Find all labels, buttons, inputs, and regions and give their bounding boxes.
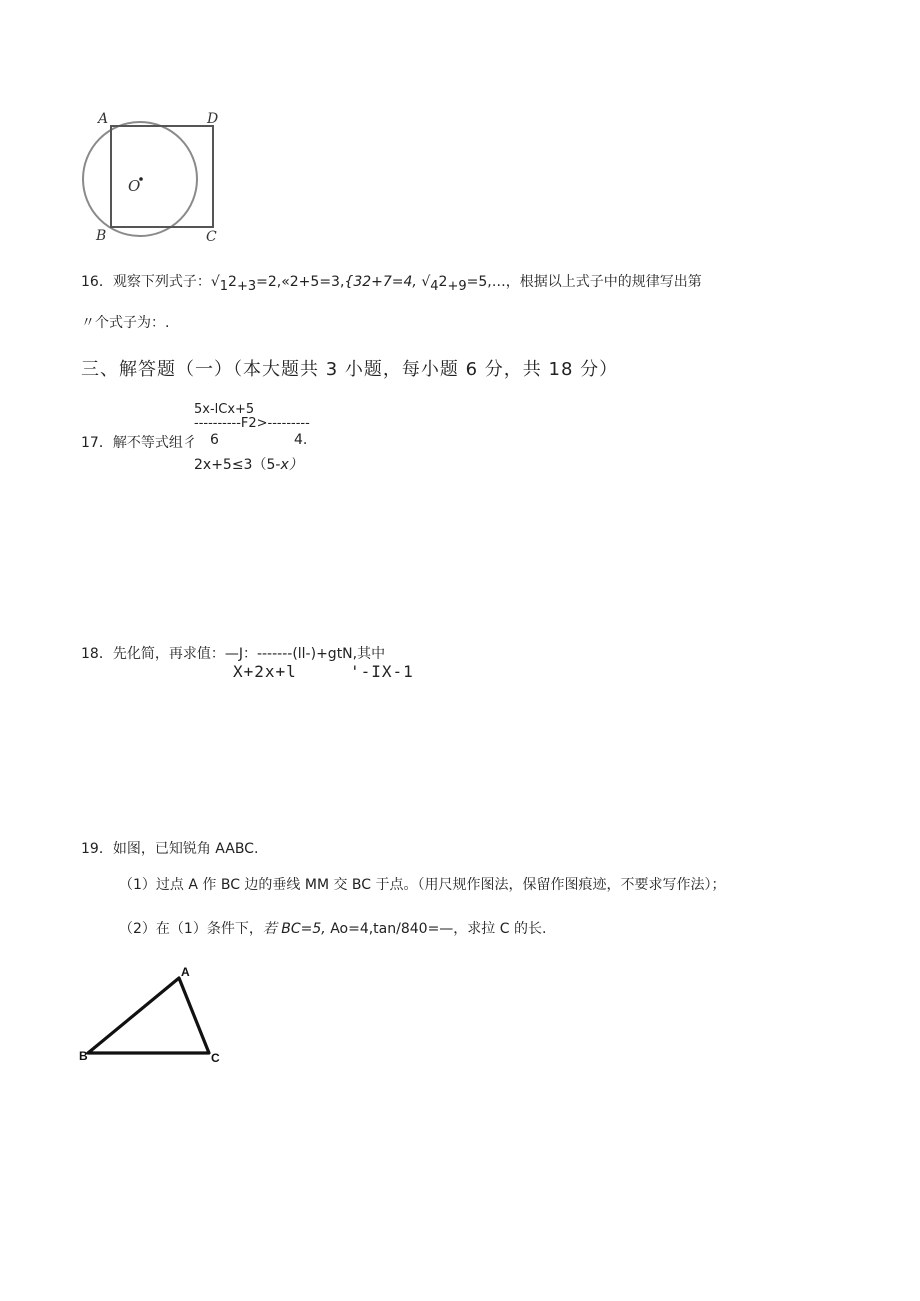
- label-c: C: [206, 229, 217, 245]
- q18-text: ．先化简，再求值：—J：-------(ll-)+gtN,其中: [98, 646, 386, 662]
- q18-number: 18: [81, 646, 99, 662]
- q18-line2: X+2x+l '-IX-1: [233, 662, 414, 681]
- q17-text: ．解不等式组彳: [98, 435, 197, 451]
- q17-denominator-4: 4.: [294, 432, 308, 448]
- q16-line2: 〃个式子为：.: [81, 315, 170, 331]
- label-d: D: [207, 111, 219, 127]
- q17-frac-top: 5x-lCx+5: [194, 402, 255, 417]
- q16-text-a: ．观察下列式子：√: [98, 274, 220, 290]
- q19-number: 19: [81, 841, 99, 857]
- triangle-abc: [88, 978, 209, 1053]
- label-tri-a: A: [181, 965, 190, 979]
- q17-number: 17: [81, 435, 99, 451]
- q17-line: [81, 432, 197, 452]
- q16-line1: 16．观察下列式子：$√_12_{+3}=2,«2+5=3,\{32+7=4$, $√_42_{+9}=5,\dots$，根据以上式子中的规律写出第: [81, 274, 702, 294]
- q17-second-inequality: 2x+5≤3（5-x）: [194, 457, 303, 473]
- label-tri-c: C: [211, 1051, 220, 1065]
- label-o: O: [128, 177, 141, 195]
- label-tri-b: B: [79, 1049, 88, 1063]
- q19-part1: （1）过点 A 作 BC 边的垂线 MM 交 BC 于点。（用尺规作图法，保留作图痕迹，不要求写作法）；: [119, 877, 726, 893]
- q16-number: 16: [81, 274, 99, 290]
- q19-text: ．如图，已知锐角 AABC.: [98, 841, 259, 857]
- circle-square-figure: [78, 108, 228, 248]
- q18-line1: [81, 643, 385, 663]
- q16-italic: {32+7=4,: [344, 274, 417, 290]
- label-b: B: [96, 228, 107, 244]
- triangle-abc-figure: [76, 962, 236, 1072]
- q17-frac-line: ----------F2>---------: [194, 416, 310, 431]
- section-heading: 三、解答题（一）（本大题共 3 小题，每小题 6 分，共 18 分）: [81, 359, 619, 380]
- q19-part2: （2）在（1）条件下，若 BC=5, Ao=4,tan/840=—，求拉 C 的长.: [119, 921, 547, 937]
- q17-denominator-6: 6: [210, 432, 219, 448]
- label-a: A: [98, 111, 109, 127]
- q19-line1: [81, 838, 258, 858]
